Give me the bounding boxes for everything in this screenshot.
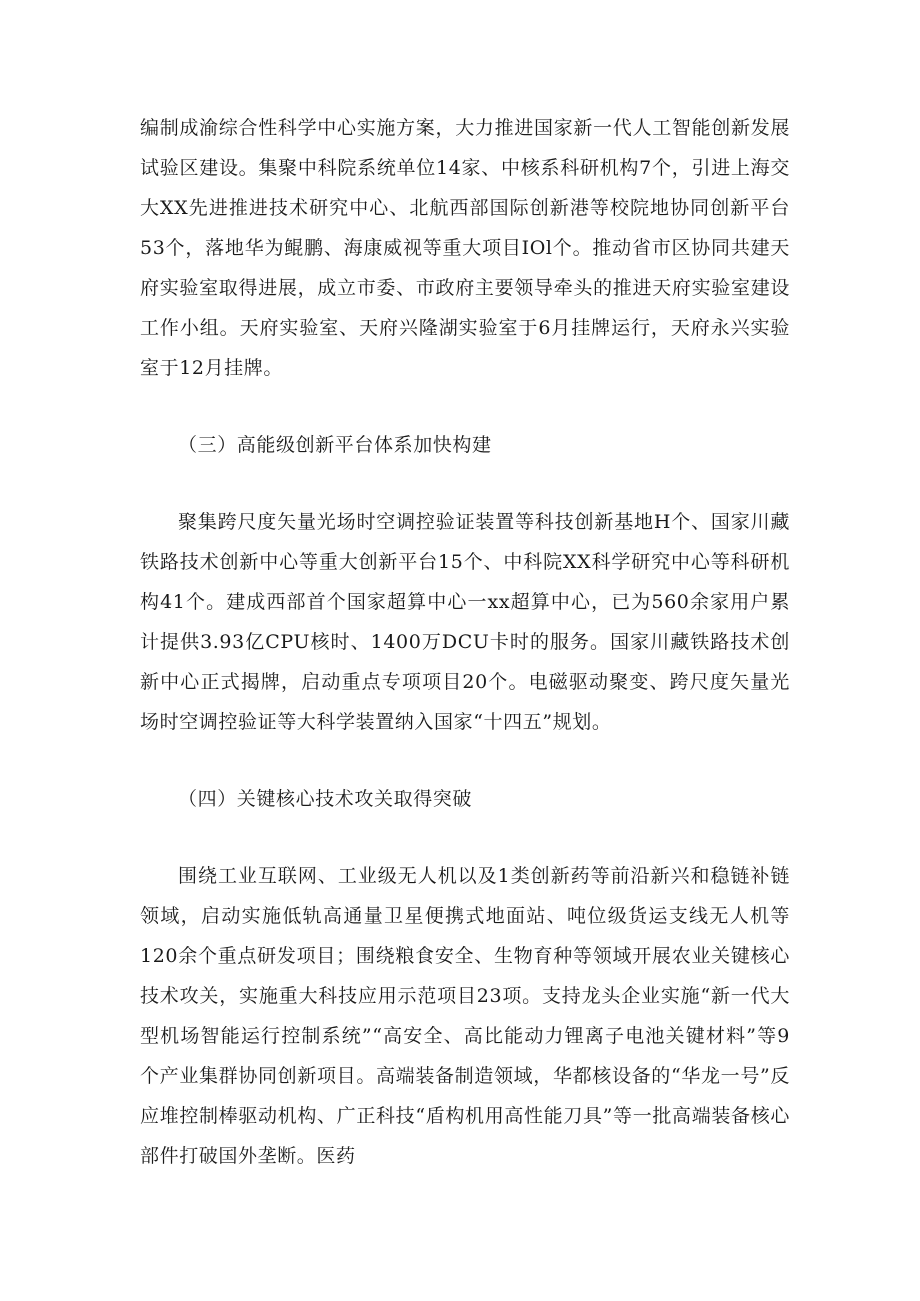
section-heading-3: （三）高能级创新平台体系加快构建 [178,434,492,456]
section-heading-4: （四）关键核心技术攻关取得突破 [178,788,473,810]
paragraph-3: 围绕工业互联网、工业级无人机以及1类创新药等前沿新兴和稳链补链领域，启动实施低轨高通量卫星便携式地面站、吨位级货运支线无人机等120余个重点研发项目；围绕粮食安全、生物育种等领域开展农业关键核心技术攻关，实施重大科技应用示范项目23项。支持龙头企业实施“新一代大型机场智能运行控制系统”“高安全、高比能动力锂离子电池关键材料”等9个产业集群协同创新项目。高端装备制造领域，华都核设备的“华龙一号”反应堆控制棒驱动机构、广正科技“盾构机用高性能刀具”等一批高端装备核心部件打破国外垄断。医药 [140,865,790,1167]
paragraph-1: 编制成渝综合性科学中心实施方案，大力推进国家新一代人工智能创新发展试验区建设。集聚中科院系统单位14家、中核系科研机构7个，引进上海交大XX先进推进技术研究中心、北航西部国际创新港等校院地协同创新平台53个，落地华为鲲鹏、海康威视等重大项目IOl个。推动省市区协同共建天府实验室取得进展，成立市委、市政府主要领导牵头的推进天府实验室建设工作小组。天府实验室、天府兴隆湖实验室于6月挂牌运行，天府永兴实验室于12月挂牌。 [140,117,790,379]
document-body [140,108,790,1176]
paragraph-2: 聚集跨尺度矢量光场时空调控验证装置等科技创新基地H个、国家川藏铁路技术创新中心等重大创新平台15个、中科院XX科学研究中心等科研机构41个。建成西部首个国家超算中心一xx超算中心，已为560余家用户累计提供3.93亿CPU核时、1400万DCU卡时的服务。国家川藏铁路技术创新中心正式揭牌，启动重点专项项目20个。电磁驱动聚变、跨尺度矢量光场时空调控验证等大科学装置纳入国家“十四五”规划。 [140,511,790,733]
